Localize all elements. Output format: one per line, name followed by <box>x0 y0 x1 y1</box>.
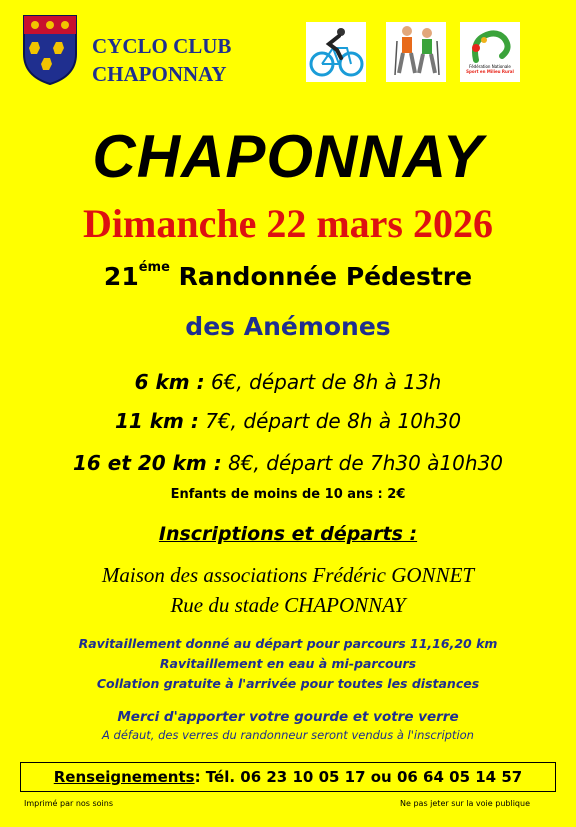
price-detail: 6€, départ de 8h à 13h <box>210 370 442 394</box>
price-detail: 7€, départ de 8h à 10h30 <box>205 409 462 433</box>
bring-note: A défaut, des verres du randonneur seront vendus à l'inscription <box>102 728 474 742</box>
club-name-line1: CYCLO CLUB <box>92 34 232 58</box>
price-distance: 11 km : <box>114 409 199 433</box>
event-subtitle: des Anémones <box>185 312 391 341</box>
club-crest-logo <box>22 14 78 86</box>
town-title: CHAPONNAY <box>92 123 484 190</box>
event-date: Dimanche 22 mars 2026 <box>83 201 493 246</box>
supply-line: Ravitaillement en eau à mi-parcours <box>159 656 417 671</box>
federation-label: Fédération Nationale Sport en Milieu Rural <box>466 64 514 74</box>
registration-place-line2: Rue du stade CHAPONNAY <box>170 593 406 617</box>
registration-heading: Inscriptions et départs : <box>158 523 418 545</box>
price-detail: 8€, départ de 7h30 à10h30 <box>228 451 504 475</box>
tree-icon <box>468 30 512 64</box>
bring-notice: Merci d'apporter votre gourde et votre verre <box>117 709 459 725</box>
footer-printed: Imprimé par nos soins <box>24 799 114 808</box>
price-distance: 16 et 20 km : <box>72 451 222 475</box>
contact-label: Renseignements <box>53 768 195 786</box>
price-line <box>0 409 576 433</box>
edition-number: 21 <box>103 262 139 291</box>
supply-line: Collation gratuite à l'arrivée pour toutes les distances <box>96 676 480 691</box>
supply-line: Ravitaillement donné au départ pour parcours 11,16,20 km <box>78 636 498 651</box>
edition-heading <box>0 262 576 291</box>
federation-logo <box>460 22 520 82</box>
price-distance: 6 km : <box>134 370 205 394</box>
kids-price: Enfants de moins de 10 ans : 2€ <box>170 487 406 502</box>
cyclist-logo <box>306 22 366 82</box>
edition-suffix: éme <box>138 260 170 275</box>
price-line <box>0 370 576 394</box>
registration-place-line1: Maison des associations Frédéric GONNET <box>101 563 475 587</box>
edition-title: Randonnée Pédestre <box>178 262 473 291</box>
footer-notice: Ne pas jeter sur la voie publique <box>400 799 530 808</box>
walkers-logo <box>386 22 446 82</box>
club-name <box>92 32 231 88</box>
club-name-line2: CHAPONNAY <box>92 62 227 86</box>
price-line <box>0 451 576 475</box>
cyclist-icon <box>307 24 365 80</box>
contact-box <box>20 762 556 792</box>
contact-phones: : Tél. 06 23 10 05 17 ou 06 64 05 14 57 <box>194 768 523 786</box>
walkers-icon <box>387 23 445 81</box>
